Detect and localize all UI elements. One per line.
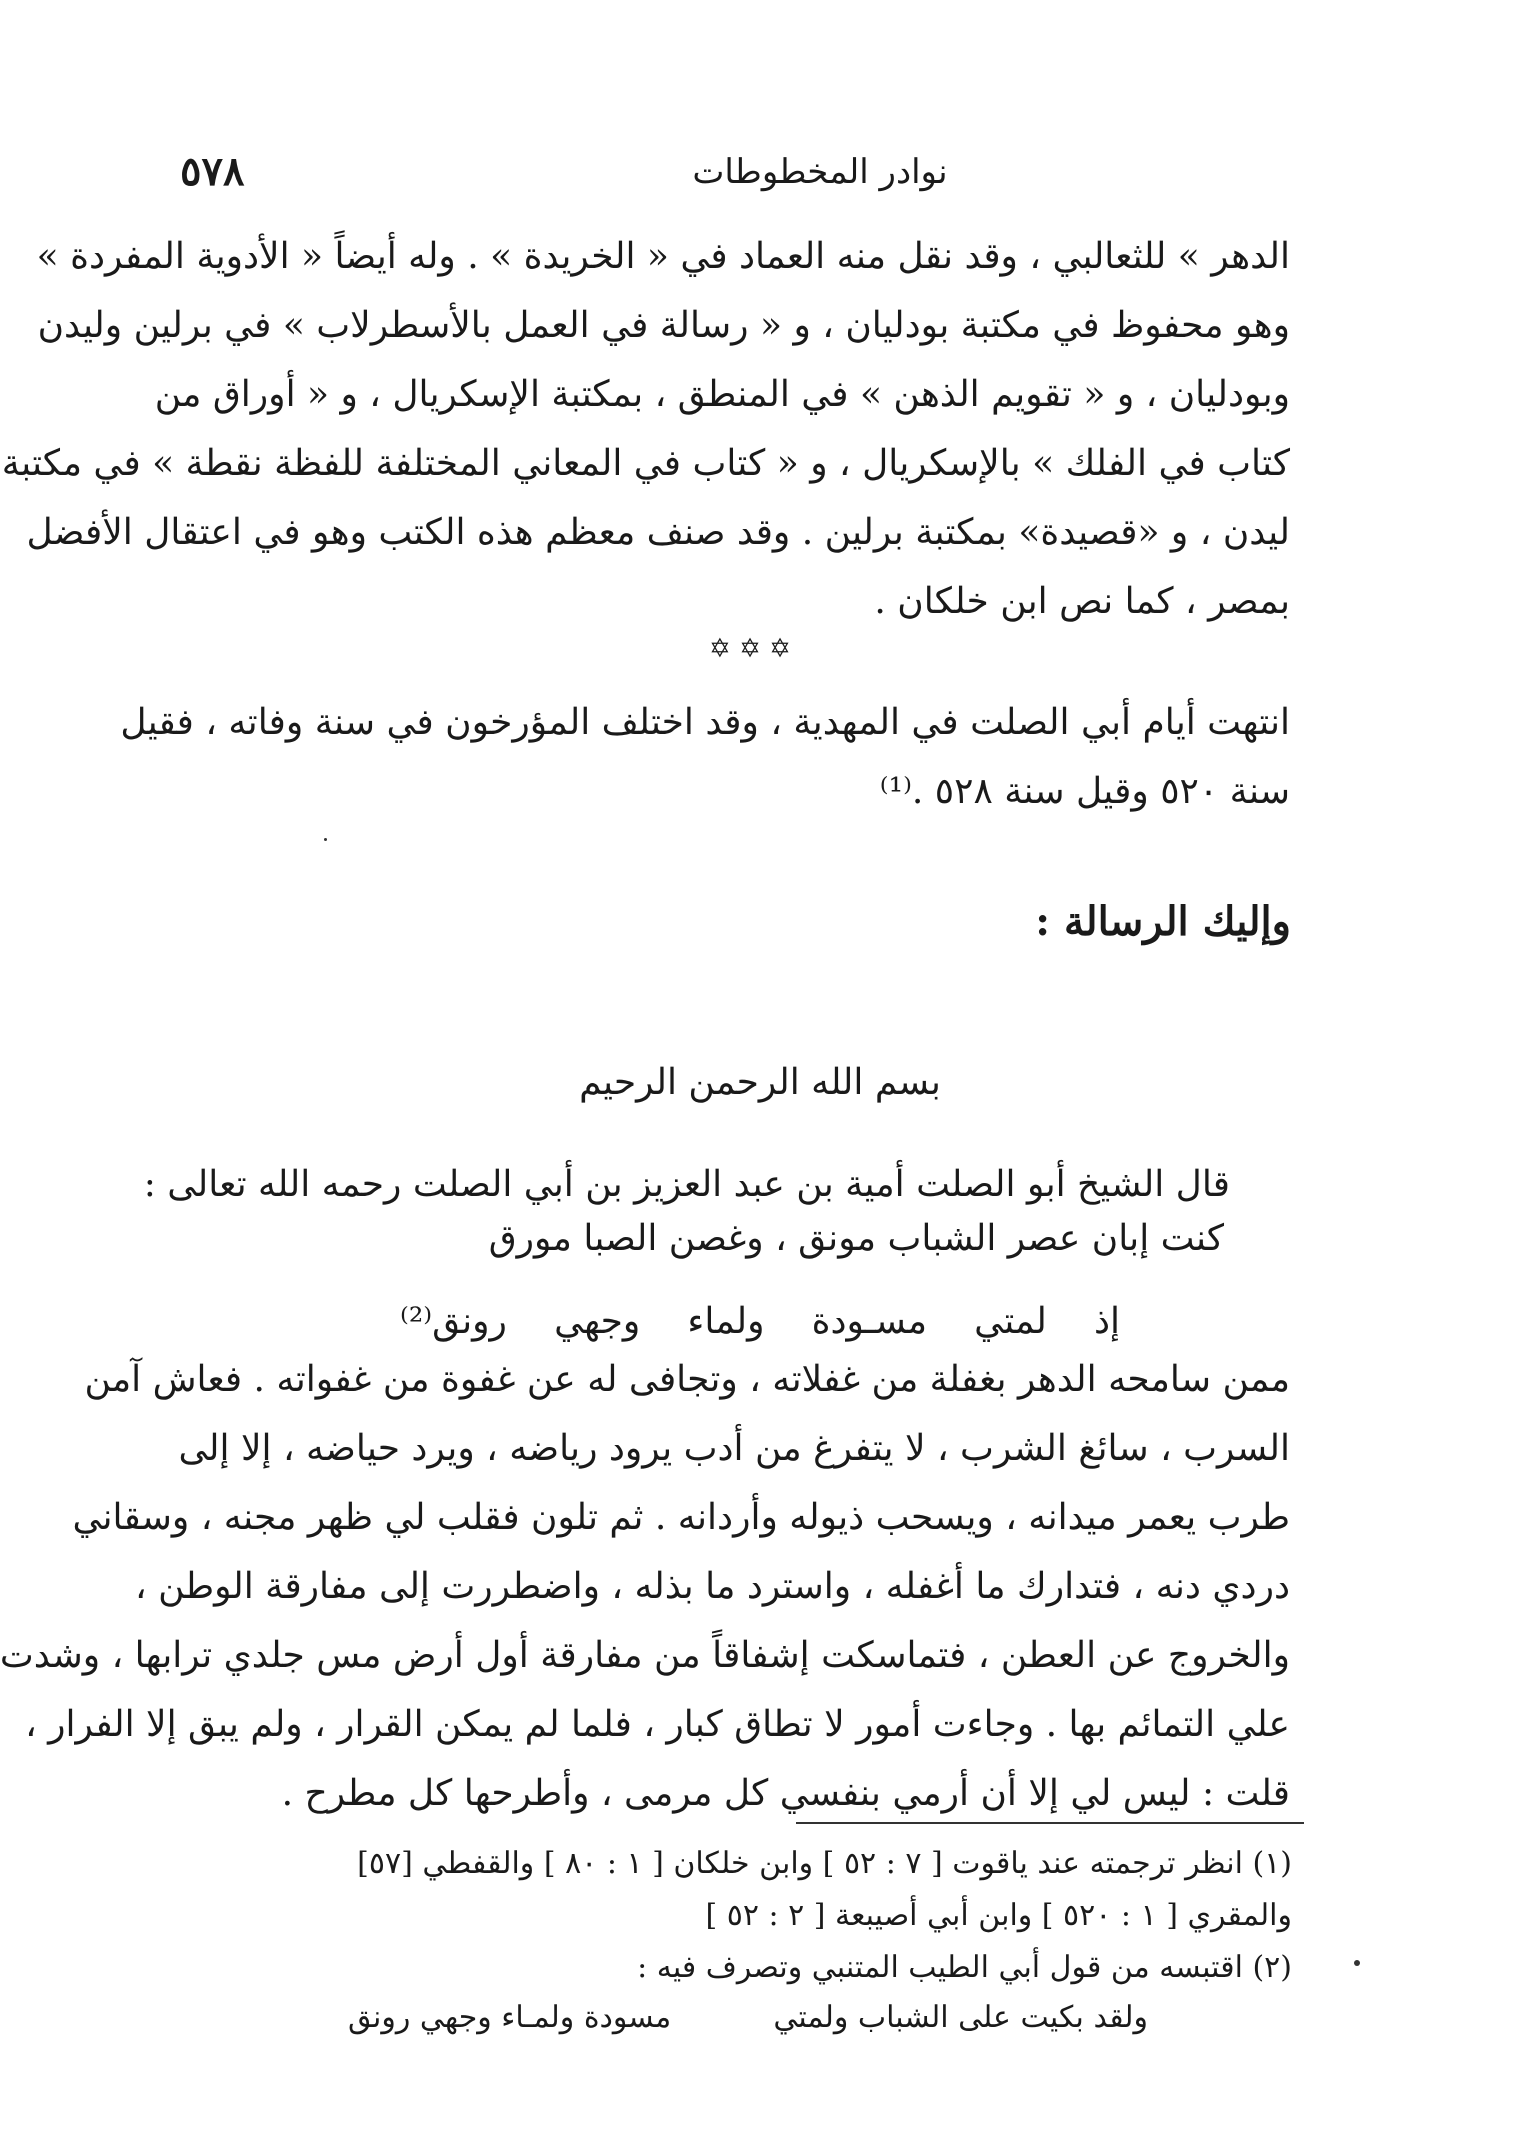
speaker-line	[143, 1150, 1230, 1219]
text-line: الدهر » للثعالبي ، وقد نقل منه العماد في « الخريدة » . وله أيضاً « الأدوية المفردة »	[36, 236, 1290, 277]
running-title: نوادر المخطوطات	[692, 152, 948, 192]
footnote-line: (٢) اقتبسه من قول أبي الطيب المتنبي وتصرف فيه :	[637, 1950, 1292, 1985]
text-line: سنة ٥٢٠ وقيل سنة ٥٢٨ .⁽¹⁾	[879, 771, 1290, 812]
basmala: بسم الله الرحمن الرحيم	[579, 1062, 941, 1103]
ink-speck	[324, 838, 327, 841]
verse-line-1: كنت إبان عصر الشباب مونق ، وغصن الصبا مورق	[488, 1218, 1224, 1259]
text-line: طرب يعمر ميدانه ، ويسحب ذيوله وأردانه . ثم تلون فقلب لي ظهر مجنه ، وسقاني	[72, 1497, 1290, 1538]
text-line: كتاب في الفلك » بالإسكريال ، و « كتاب في المعاني المختلفة للفظة نقطة » في مكتبة	[1, 443, 1290, 484]
footnote-verse-hemistich-2: مسودة ولمـاء وجهي رونق	[348, 2000, 672, 2035]
text-line: ليدن ، و «قصيدة» بمكتبة برلين . وقد صنف معظم هذه الكتب وهو في اعتقال الأفضل	[26, 512, 1290, 553]
ink-speck	[1354, 1960, 1360, 1966]
paragraph-1	[1, 222, 1290, 636]
footnote-line: (١) انظر ترجمته عند ياقوت [ ٧ : ٥٢ ] وابن خلكان [ ١ : ٨٠ ] والقفطي [٥٧]	[357, 1846, 1292, 1881]
footnote-verse-hemistich-1: ولقد بكيت على الشباب ولمتي	[773, 2000, 1148, 2035]
paragraph-2	[120, 688, 1290, 826]
page-number: ٥٧٨	[180, 148, 245, 195]
letter-intro: وإليك الرسالة :	[1035, 898, 1291, 945]
footnotes	[172, 1838, 1292, 1994]
text-line: السرب ، سائغ الشرب ، لا يتفرغ من أدب يرود رياضه ، ويرد حياضه ، إلا إلى	[178, 1428, 1290, 1469]
text-line: قلت : ليس لي إلا أن أرمي بنفسي كل مرمى ، وأطرحها كل مطرح .	[281, 1773, 1290, 1814]
section-ornament: ✡ ✡ ✡	[709, 634, 791, 664]
text-line: وهو محفوظ في مكتبة بودليان ، و « رسالة في العمل بالأسطرلاب » في برلين وليدن	[37, 305, 1290, 346]
text-line: بمصر ، كما نص ابن خلكان .	[874, 581, 1290, 622]
paragraph-3	[0, 1345, 1290, 1828]
footnote-divider	[796, 1822, 1304, 1824]
text-line: إذ لمتي مسـودة ولماء وجهي رونق⁽²⁾	[400, 1301, 1120, 1342]
text-line: انتهت أيام أبي الصلت في المهدية ، وقد اختلف المؤرخون في سنة وفاته ، فقيل	[120, 702, 1290, 743]
text-line: وبودليان ، و « تقويم الذهن » في المنطق ، بمكتبة الإسكريال ، و « أوراق من	[154, 374, 1290, 415]
footnote-line: والمقري [ ١ : ٥٢٠ ] وابن أبي أصيبعة [ ٢ : ٥٢ ]	[705, 1898, 1292, 1933]
page-header	[180, 148, 1290, 208]
text-line: قال الشيخ أبو الصلت أمية بن عبد العزيز بن أبي الصلت رحمه الله تعالى :	[143, 1164, 1230, 1205]
text-line: علي التمائم بها . وجاءت أمور لا تطاق كبار ، فلما لم يمكن القرار ، ولم يبق إلا الفرار ،	[25, 1704, 1290, 1745]
text-line: ممن سامحه الدهر بغفلة من غفلاته ، وتجافى له عن غفوة من غفواته . فعاش آمن	[84, 1359, 1290, 1400]
text-line: دردي دنه ، فتدارك ما أغفله ، واسترد ما بذله ، واضطررت إلى مفارقة الوطن ،	[135, 1566, 1290, 1607]
text-line: والخروج عن العطن ، فتماسكت إشفاقاً من مفارقة أول أرض مس جلدي ترابها ، وشدت	[0, 1635, 1290, 1676]
